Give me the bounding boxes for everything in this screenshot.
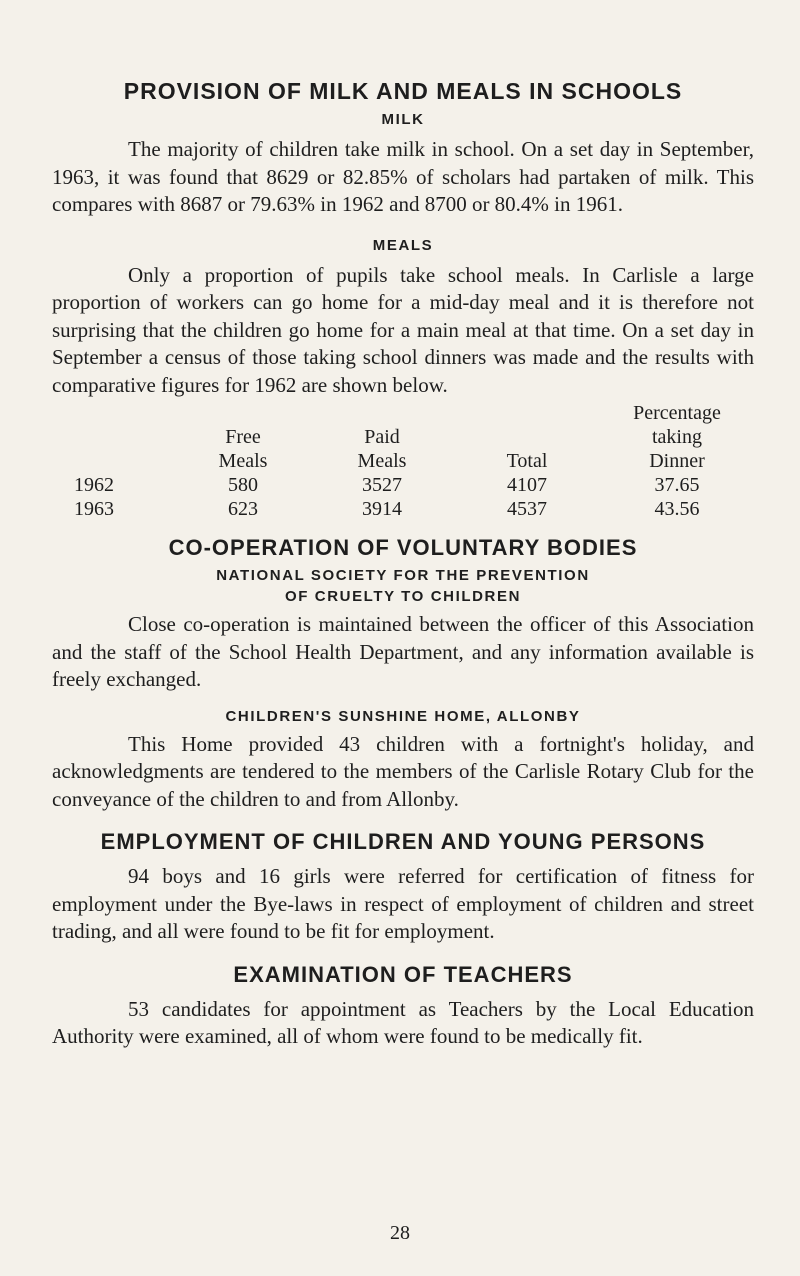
table-header-row — [52, 425, 752, 449]
sunshine-home-heading: CHILDREN'S SUNSHINE HOME, ALLONBY — [225, 707, 581, 725]
table-header-cell — [52, 449, 174, 473]
milk-paragraph: The majority of children take milk in school. On a set day in September, 1963, it was found that 8629 or 82.85% of scholars had partaken of milk. This compares with 8687 or 79.63% in 1962 and 8700 or 80.4% in 1961. — [52, 137, 754, 216]
meals-heading: MEALS — [372, 236, 434, 254]
table-header-cell — [174, 401, 312, 425]
meals-paragraph: Only a proportion of pupils take school meals. In Carlisle a large proportion of workers can go home for a mid-day meal and it is therefore not surprising that the children go home for a main meal at that time. On a set day in September a census of those taking school dinners was made and the results with comparative figures for 1962 are shown below. — [52, 262, 754, 397]
sunshine-home-paragraph: This Home provided 43 children with a fortnight's holiday, and acknowledgments are tendered to the members of the Carlisle Rotary Club for the conveyance of the children to and from Allonby. — [52, 731, 754, 811]
table-header-cell: taking — [652, 426, 702, 448]
table-row — [52, 473, 752, 497]
cooperation-heading: CO-OPERATION OF VOLUNTARY BODIES — [168, 535, 638, 560]
teachers-heading: EXAMINATION OF TEACHERS — [233, 961, 573, 987]
table-header-cell: Paid — [364, 426, 400, 448]
table-cell: 3527 — [362, 474, 402, 496]
table-header-cell: Meals — [218, 450, 268, 472]
table-cell: 3914 — [362, 498, 402, 520]
nspcc-heading-line1: NATIONAL SOCIETY FOR THE PREVENTION — [216, 567, 590, 584]
employment-heading: EMPLOYMENT OF CHILDREN AND YOUNG PERSONS — [100, 829, 706, 854]
table-header-cell: Meals — [357, 450, 407, 472]
table-header-cell — [52, 425, 174, 449]
table-cell: 4107 — [507, 474, 547, 496]
table-header-cell: Percentage — [633, 402, 721, 424]
table-cell: 1963 — [74, 498, 114, 520]
table-cell: 623 — [228, 498, 258, 520]
teachers-paragraph: 53 candidates for appointment as Teachers by the Local Education Authority were examined, all of whom were found to be medically fit. — [52, 996, 754, 1048]
employment-paragraph: 94 boys and 16 girls were referred for certification of fitness for employment under the Bye-laws in respect of employment of children and street trading, and all were found to be fit for employment. — [52, 864, 754, 943]
meals-table — [52, 401, 752, 521]
table-header-cell — [452, 425, 602, 449]
table-cell: 1962 — [74, 474, 114, 496]
main-heading: PROVISION OF MILK AND MEALS IN SCHOOLS — [123, 78, 683, 104]
nspcc-heading-line2: OF CRUELTY TO CHILDREN — [284, 588, 522, 605]
table-cell: 43.56 — [654, 498, 700, 520]
table-header-cell — [312, 401, 452, 425]
nspcc-paragraph: Close co-operation is maintained between the officer of this Association and the staff of the School Health Department, and any information available is freely exchanged. — [52, 612, 754, 691]
table-header-row — [52, 401, 752, 425]
table-cell: 4537 — [507, 498, 547, 520]
table-header-cell — [452, 401, 602, 425]
document-page — [52, 78, 754, 1051]
table-cell: 37.65 — [654, 474, 700, 496]
table-row — [52, 497, 752, 521]
table-cell: 580 — [228, 474, 258, 496]
table-header-cell: Total — [506, 450, 548, 472]
page-number: 28 — [390, 1222, 410, 1244]
milk-heading: MILK — [381, 111, 425, 128]
table-header-cell — [52, 401, 174, 425]
table-header-row — [52, 449, 752, 473]
table-header-cell: Dinner — [649, 450, 705, 472]
table-header-cell: Free — [225, 426, 261, 448]
